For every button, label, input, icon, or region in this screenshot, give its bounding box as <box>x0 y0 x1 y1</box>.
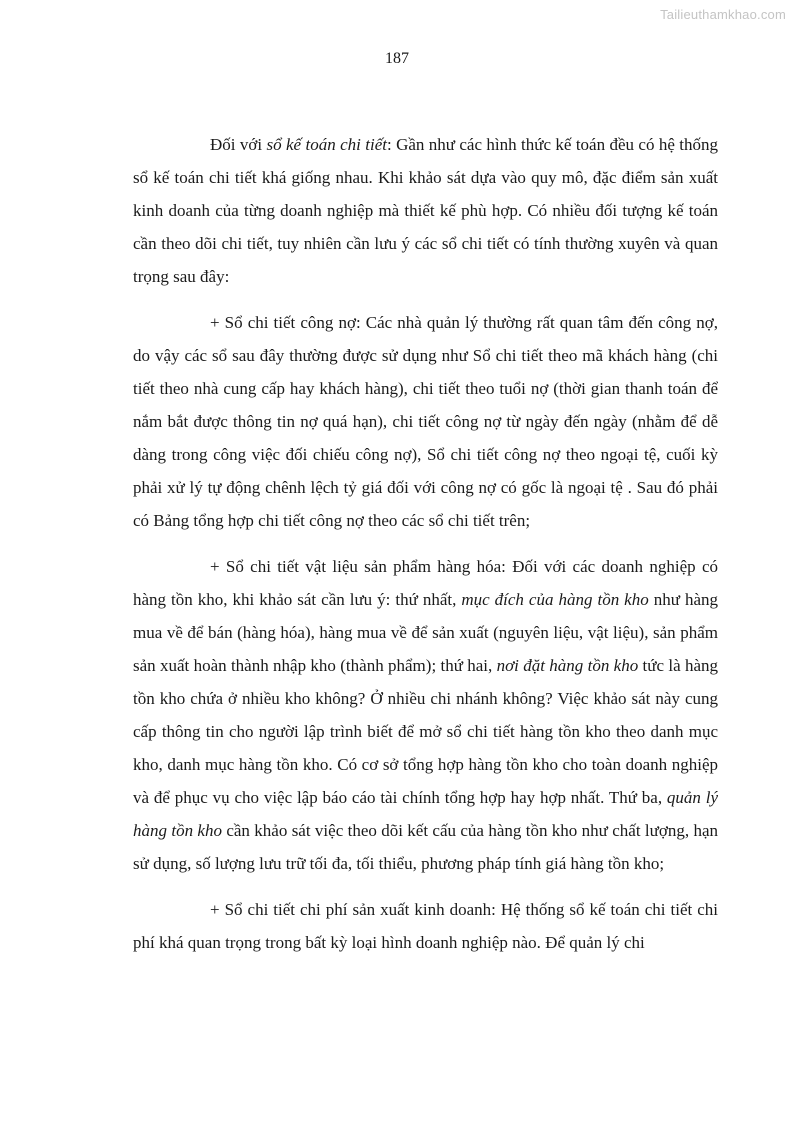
paragraph-cost-ledger <box>133 893 718 959</box>
italic-term: quản lý hàng tồn kho <box>133 788 718 840</box>
italic-term: sổ kế toán chi tiết <box>266 135 387 154</box>
italic-term: mục đích của hàng tồn kho <box>461 590 649 609</box>
text-run: : Gần như các hình thức kế toán đều có hệ thống sổ kế toán chi tiết khá giống nhau. Khi khảo sát dựa vào quy mô, đặc điểm sản xuất kinh doanh của từng doanh nghiệp mà thiết kế phù hợp. Có nhiều đối tượng kế toán cần theo dõi chi tiết, tuy nhiên cần lưu ý các sổ chi tiết có tính thường xuyên và quan trọng sau đây: <box>133 135 718 286</box>
text-run: cần khảo sát việc theo dõi kết cấu của hàng tồn kho như chất lượng, hạn sử dụng, số lượng lưu trữ tối đa, tối thiểu, phương pháp tính giá hàng tồn kho; <box>133 821 718 873</box>
watermark-text: Tailieuthamkhao.com <box>660 7 786 22</box>
text-run: như hàng mua về để bán (hàng hóa), hàng mua về để sản xuất (nguyên liệu, vật liệu), sản phẩm sản xuất hoàn thành nhập kho (thành phẩm); thứ hai, <box>133 590 718 675</box>
page-number: 187 <box>385 50 409 67</box>
text-run: + Sổ chi tiết vật liệu sản phẩm hàng hóa: Đối với các doanh nghiệp có hàng tồn kho, khi khảo sát cần lưu ý: thứ nhất, <box>133 557 718 609</box>
paragraph-inventory-ledger <box>133 550 718 880</box>
text-run: Đối với <box>210 135 267 154</box>
text-run: + Sổ chi tiết chi phí sản xuất kinh doanh: Hệ thống sổ kế toán chi tiết chi phí khá quan trọng trong bất kỳ loại hình doanh nghiệp nào. Để quản lý chi <box>133 900 718 952</box>
document-body <box>133 128 718 959</box>
italic-term: nơi đặt hàng tồn kho <box>496 656 639 675</box>
text-run: tức là hàng tồn kho chứa ở nhiều kho không? Ở nhiều chi nhánh không? Việc khảo sát này cung cấp thông tin cho người lập trình biết để mở sổ chi tiết hàng tồn kho theo danh mục kho, danh mục hàng tồn kho. Có cơ sở tổng hợp hàng tồn kho cho toàn doanh nghiệp và để phục vụ cho việc lập báo cáo tài chính tổng hợp hay hợp nhất. Thứ ba, <box>133 656 718 807</box>
paragraph-detail-ledgers <box>133 128 718 293</box>
paragraph-receivables-ledger <box>133 306 718 537</box>
text-run: + Sổ chi tiết công nợ: Các nhà quản lý thường rất quan tâm đến công nợ, do vậy các sổ sau đây thường được sử dụng như Sổ chi tiết theo mã khách hàng (chi tiết theo nhà cung cấp hay khách hàng), chi tiết theo tuổi nợ (thời gian thanh toán để nắm bắt được thông tin nợ quá hạn), chi tiết công nợ từ ngày đến ngày (nhằm để dễ dàng trong công việc đối chiếu công nợ), Sổ chi tiết công nợ theo ngoại tệ, cuối kỳ phải xử lý tự động chênh lệch tỷ giá đối với công nợ có gốc là ngoại tệ . Sau đó phải có Bảng tổng hợp chi tiết công nợ theo các sổ chi tiết trên; <box>133 313 718 530</box>
